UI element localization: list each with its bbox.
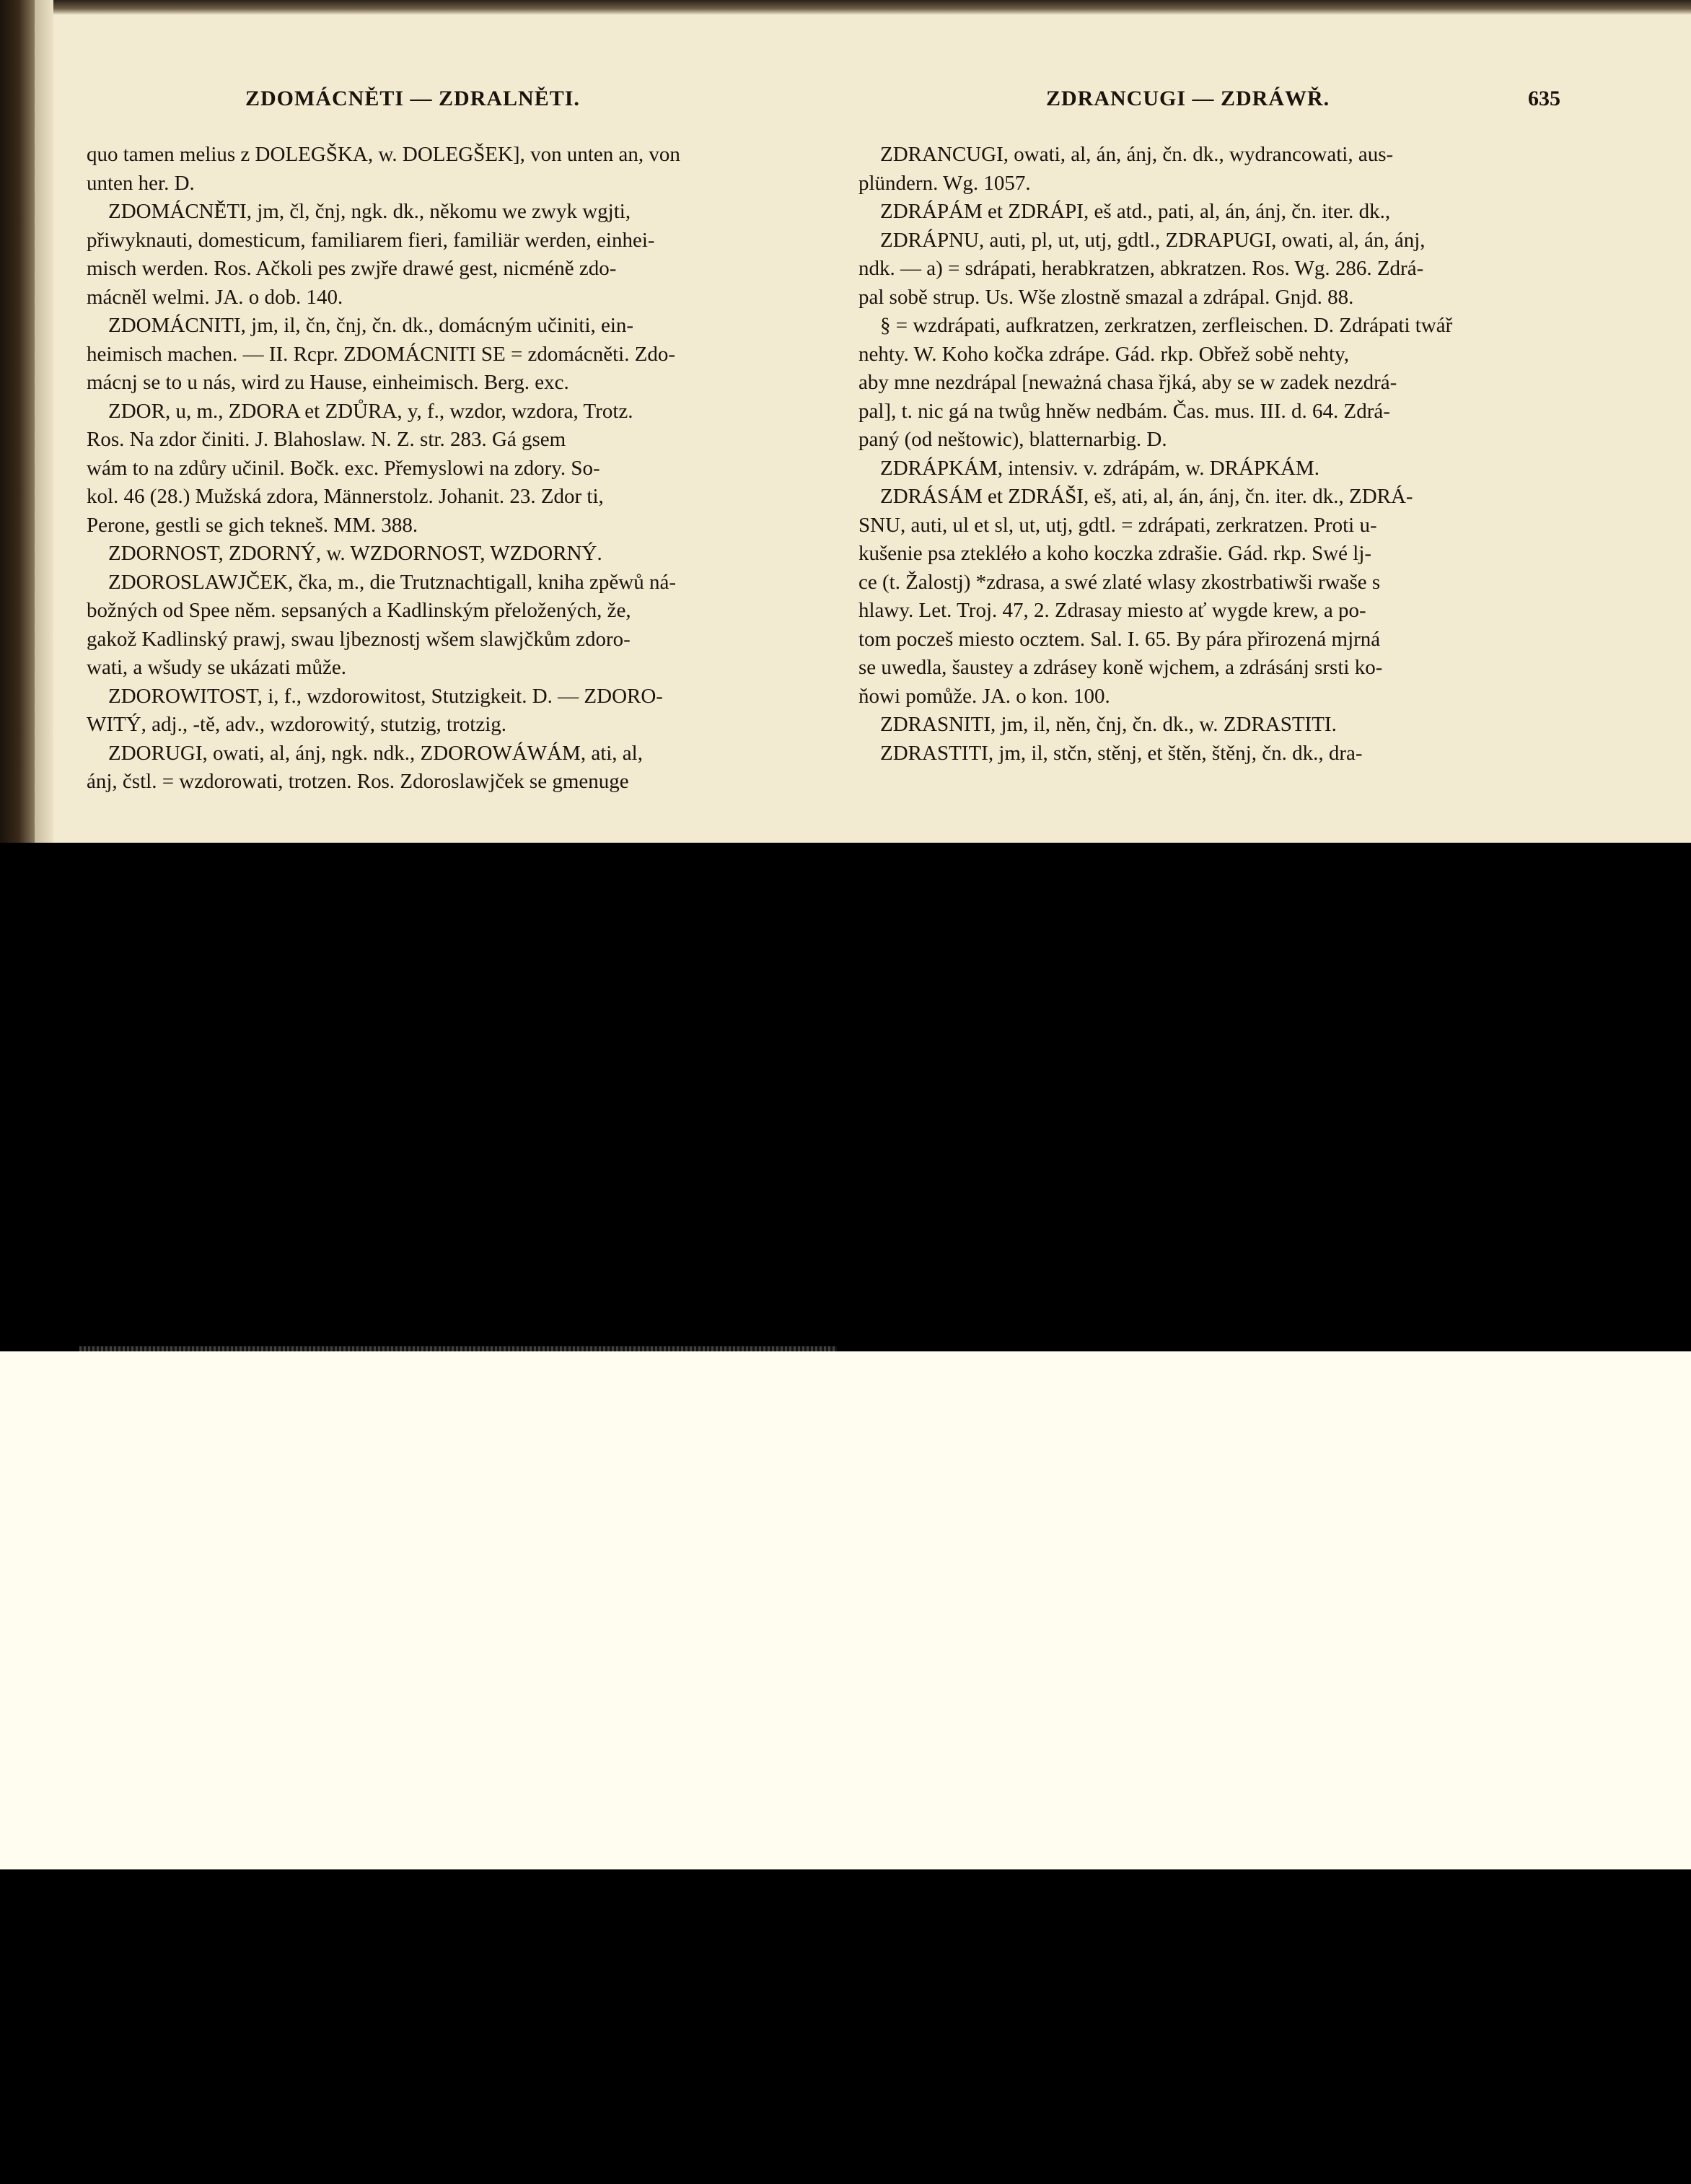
text-line: WITÝ, adj., -tě, adv., wzdorowitý, stutzig, trotzig. <box>87 713 506 736</box>
text-line: ZDORUGI, owati, al, ánj, ngk. ndk., ZDOROWÁWÁM, ati, al, <box>108 741 643 765</box>
book-spine-shadow <box>0 0 35 843</box>
text-line: božných od Spee něm. sepsaných a Kadlinským přeložených, že, <box>87 599 631 622</box>
text-line: hlawy. Let. Troj. 47, 2. Zdrasay miesto ať wygde krew, a po- <box>858 599 1366 622</box>
text-line: aby mne nezdrápal [neważná chasa řjká, aby se w zadek nezdrá- <box>858 371 1397 394</box>
text-line: ZDRÁSÁM et ZDRÁŠI, eš, ati, al, án, ánj, čn. iter. dk., ZDRÁ- <box>880 485 1413 508</box>
text-line: pal sobě strup. Us. Wše zlostně smazal a zdrápal. Gnjd. 88. <box>858 285 1354 309</box>
text-line: Ros. Na zdor činiti. J. Blahoslaw. N. Z. str. 283. Gá gsem <box>87 428 566 451</box>
text-line: ZDRÁPKÁM, intensiv. v. zdrápám, w. DRÁPKÁM. <box>880 456 1319 480</box>
text-line: mácněl welmi. JA. o dob. 140. <box>87 285 343 309</box>
text-line: ňowi pomůže. JA. o kon. 100. <box>858 684 1110 708</box>
text-line: ZDRÁPÁM et ZDRÁPI, eš atd., pati, al, án, ánj, čn. iter. dk., <box>880 200 1391 223</box>
text-line: kol. 46 (28.) Mužská zdora, Männerstolz. Johanit. 23. Zdor ti, <box>87 485 604 508</box>
left-column <box>87 141 808 797</box>
text-line: ZDOROWITOST, i, f., wzdorowitost, Stutzigkeit. D. — ZDORO- <box>108 684 663 708</box>
running-head-right: ZDRANCUGI — ZDRÁWŘ. <box>1046 87 1330 110</box>
text-line: ZDOMÁCNĚTI, jm, čl, čnj, ngk. dk., někomu we zwyk wgjti, <box>108 200 631 223</box>
text-line: gakož Kadlinský prawj, swau ljbeznostj wšem slawjčkům zdoro- <box>87 627 631 651</box>
text-line: tom poczeš miesto ocztem. Sal. I. 65. By pára přirozená mjrná <box>858 627 1381 651</box>
text-line: heimisch machen. — II. Rcpr. ZDOMÁCNITI SE = zdomácněti. Zdo- <box>87 342 676 366</box>
text-line: se uwedla, šaustey a zdrásey koně wjchem, a zdrásánj srsti ko- <box>858 656 1383 679</box>
text-line: ZDRASTITI, jm, il, stčn, stěnj, et štěn, štěnj, čn. dk., dra- <box>880 741 1363 765</box>
text-line: ZDRÁPNU, auti, pl, ut, utj, gdtl., ZDRAPUGI, owati, al, án, ánj, <box>880 228 1426 252</box>
text-line: nehty. W. Koho kočka zdrápe. Gád. rkp. Obřež sobě nehty, <box>858 342 1349 366</box>
text-line: ZDRANCUGI, owati, al, án, ánj, čn. dk., wydrancowati, aus- <box>880 143 1394 166</box>
text-line: ZDRASNITI, jm, il, něn, čnj, čn. dk., w. ZDRASTITI. <box>880 713 1337 736</box>
page-top-edge <box>0 0 1691 14</box>
text-line: ánj, čstl. = wzdorowati, trotzen. Ros. Zdoroslawjček se gmenuge <box>87 770 629 793</box>
right-column <box>858 141 1580 768</box>
text-line: quo tamen melius z DOLEGŠKA, w. DOLEGŠEK], von unten an, von <box>87 143 680 166</box>
text-line: wati, a wšudy se ukázati může. <box>87 656 346 679</box>
text-line: Perone, gestli se gich tekneš. MM. 388. <box>87 513 418 537</box>
text-line: § = wzdrápati, aufkratzen, zerkratzen, zerfleischen. D. Zdrápati twář <box>880 314 1453 337</box>
scan-black-bottom <box>0 1869 1691 2184</box>
text-line: ZDOMÁCNITI, jm, il, čn, čnj, čn. dk., domácným učiniti, ein- <box>108 314 634 337</box>
text-line: unten her. D. <box>87 171 195 195</box>
text-line: pal], t. nic gá na twůg hněw nedbám. Čas. mus. III. d. 64. Zdrá- <box>858 399 1390 423</box>
text-line: ZDOROSLAWJČEK, čka, m., die Trutznachtigall, kniha zpěwů ná- <box>108 570 676 594</box>
book-spine-edge <box>35 0 53 843</box>
blank-page-area <box>0 1351 1691 1869</box>
text-line: přiwyknauti, domesticum, familiarem fieri, familiär werden, einhei- <box>87 228 655 252</box>
text-line: ce (t. Žalostj) *zdrasa, a swé zlaté wlasy zkostrbatiwši rwaše s <box>858 570 1381 594</box>
text-line: mácnj se to u nás, wird zu Hause, einheimisch. Berg. exc. <box>87 371 569 394</box>
text-line: kušenie psa ztekléło a koho koczka zdrašie. Gád. rkp. Swé lj- <box>858 542 1372 565</box>
text-line: ndk. — a) = sdrápati, herabkratzen, abkratzen. Ros. Wg. 286. Zdrá- <box>858 257 1424 280</box>
text-line: plündern. Wg. 1057. <box>858 171 1031 195</box>
scan-black-region <box>0 843 1691 1351</box>
page-number: 635 <box>1528 87 1560 110</box>
text-line: wám to na zdůry učinil. Bočk. exc. Přemyslowi na zdory. So- <box>87 456 600 480</box>
text-line: SNU, auti, ul et sl, ut, utj, gdtl. = zdrápati, zerkratzen. Proti u- <box>858 513 1377 537</box>
running-head-left: ZDOMÁCNĚTI — ZDRALNĚTI. <box>245 87 580 110</box>
text-line: ZDORNOST, ZDORNÝ, w. WZDORNOST, WZDORNÝ. <box>108 542 602 565</box>
text-line: paný (od neštowic), blatternarbig. D. <box>858 428 1167 451</box>
scanned-page-spread <box>0 0 1691 843</box>
text-line: ZDOR, u, m., ZDORA et ZDŮRA, y, f., wzdor, wzdora, Trotz. <box>108 399 633 423</box>
text-line: misch werden. Ros. Ačkoli pes zwjře drawé gest, nicméně zdo- <box>87 257 617 280</box>
